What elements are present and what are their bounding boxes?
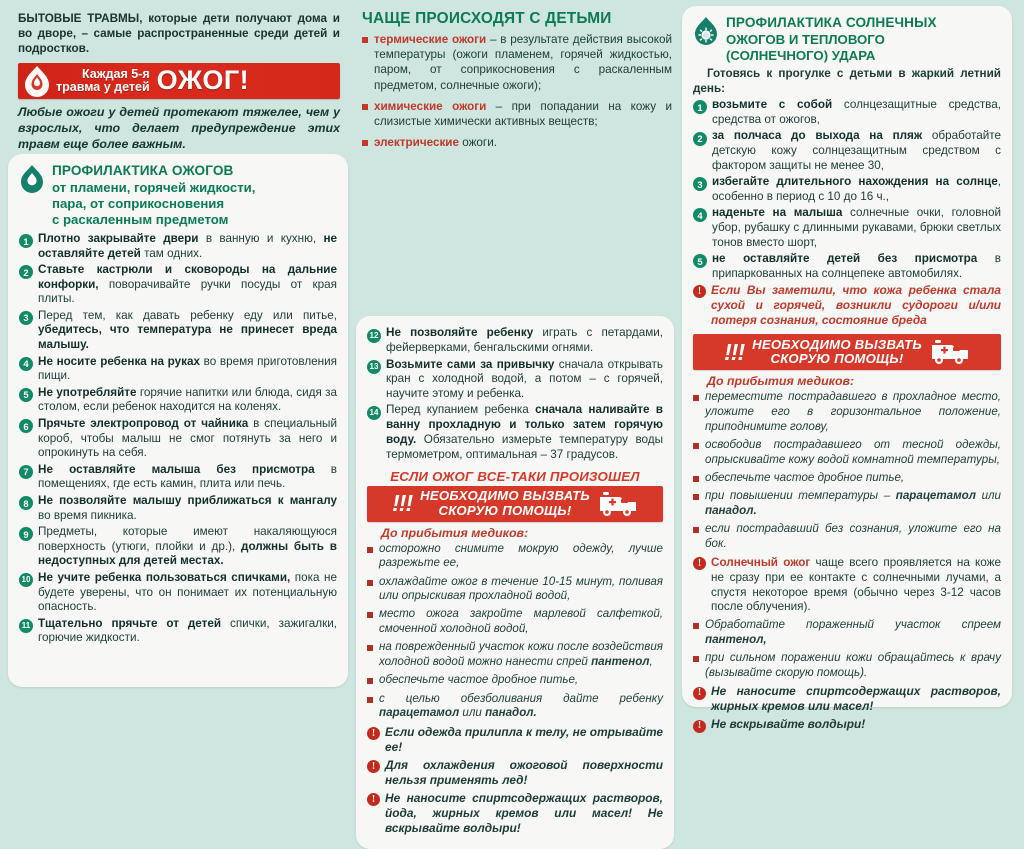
intro-block (8, 6, 348, 154)
banner-subtext: Каждая 5-я травма у детей (56, 67, 150, 94)
middle-column (356, 6, 674, 836)
emergency-alert-text: НЕОБХОДИМО ВЫЗВАТЬ СКОРУЮ ПОМОЩЬ! (420, 487, 590, 518)
item-text: Прячьте электропровод от чайника в специальный короб, чтобы малыш не смог потянуть за него и опрокинуть на себя. (38, 416, 337, 460)
item-text: Плотно закрывайте двери в ванную и кухню, не оставляйте детей там одних. (38, 231, 338, 260)
item-number: 3 (693, 177, 707, 191)
item-text: Возьмите сами за привычку сначала открывать кран с холодной водой, а потом – с горячей, научите этому и ребенка. (386, 357, 663, 401)
list-item (367, 358, 663, 402)
square-bullet-icon (693, 443, 699, 449)
item-number: 5 (693, 254, 707, 268)
exclamation-icon: ! (693, 285, 706, 298)
list-item (19, 386, 337, 416)
item-number: 2 (19, 265, 33, 279)
square-bullet-icon (367, 697, 373, 703)
item-text: Не носите ребенка на руках во время приготовления пищи. (38, 354, 337, 383)
list-item (693, 390, 1001, 434)
list-item (19, 525, 337, 569)
item-text: термические ожоги – в результате действия высокой температуры (ожоги пламенем, горячей жидкостью, паром, от соприкосновения с раскаленным предметом, солнечные ожоги); (374, 33, 673, 92)
list-item (19, 494, 337, 524)
square-bullet-icon (367, 645, 373, 651)
item-number: 3 (19, 311, 33, 325)
list-item (19, 417, 337, 461)
square-bullet-icon (693, 623, 699, 629)
item-text: не оставляйте детей без присмотра в припаркованных на солнцепеке автомобилях. (712, 251, 1001, 280)
item-number: 1 (19, 234, 33, 248)
item-text: избегайте длительного нахождения на солнце, особенно в период с 10 до 16 ч., (712, 174, 1001, 203)
item-text: Тщательно прячьте от детей спички, зажигалки, горючие жидкости. (38, 616, 337, 645)
sunburn-header (693, 15, 1001, 64)
list-item (367, 692, 663, 721)
sunburn-warnings-list (693, 684, 1001, 733)
burn-prevention-list (19, 232, 337, 647)
square-bullet-icon (693, 395, 699, 401)
exclamation-marks: !!! (392, 490, 413, 517)
exclamation-icon: ! (693, 557, 706, 570)
item-text: Для охлаждения ожоговой поверхности нельзя применять лед! (385, 757, 663, 787)
item-text: Не вскрывайте волдыри! (711, 717, 866, 732)
list-item (19, 571, 337, 615)
burn-firstaid-card (356, 316, 674, 849)
square-bullet-icon (362, 140, 368, 146)
item-number: 8 (19, 496, 33, 510)
emergency-alert-burn (367, 469, 663, 522)
item-number: 13 (367, 360, 381, 374)
square-bullet-icon (367, 580, 373, 586)
item-number: 1 (693, 100, 707, 114)
list-item (367, 542, 663, 571)
burn-prevention-list-cont (367, 326, 663, 462)
item-number: 10 (19, 573, 33, 587)
exclamation-icon: ! (693, 687, 706, 700)
before-medics-list-mid (367, 542, 663, 721)
list-item (367, 326, 663, 356)
square-bullet-icon (362, 37, 368, 43)
item-number: 2 (693, 132, 707, 146)
item-text: осторожно снимите мокрую одежду, лучше разрежьте ее, (379, 541, 663, 570)
list-item (19, 355, 337, 385)
sunburn-intro: Готовясь к прогулке с детьми в жаркий летний день: (693, 67, 1001, 96)
list-item (367, 640, 663, 669)
burn-stat-banner (18, 63, 340, 99)
ambulance-icon (598, 491, 638, 517)
list-item (19, 617, 337, 647)
square-bullet-icon (367, 612, 373, 618)
burn-warnings-list (367, 725, 663, 837)
warning-item (367, 758, 663, 788)
exclamation-icon: ! (367, 793, 380, 806)
square-bullet-icon (693, 656, 699, 662)
square-bullet-icon (367, 547, 373, 553)
exclamation-icon: ! (367, 760, 380, 773)
sunstroke-warning-text: Если Вы заметили, что кожа ребенка стала сухой и горячей, возникли судороги и/или потеря сознания, состояние бреда (711, 282, 1001, 328)
before-medics-title-right: До прибытия медиков: (707, 374, 855, 389)
item-text: при сильном поражении кожи обращайтесь к врачу (вызывайте скорую помощь). (705, 651, 1001, 679)
emergency-alert-text-sun: НЕОБХОДИМО ВЫЗВАТЬ СКОРУЮ ПОМОЩЬ! (752, 336, 922, 367)
burn-type-item (362, 99, 672, 129)
burn-type-item (362, 135, 672, 150)
item-text: обеспечьте частое дробное питье, (705, 470, 905, 484)
before-medics-list-right (693, 390, 1001, 551)
list-item (693, 522, 1001, 551)
item-text: место ожога закройте марлевой салфеткой, смоченной холодной водой, (379, 607, 663, 636)
right-column (682, 6, 1012, 732)
list-item (693, 206, 1001, 250)
list-item (367, 575, 663, 604)
emergency-alert-title: ЕСЛИ ОЖОГ ВСЕ-ТАКИ ПРОИЗОШЕЛ (390, 468, 640, 484)
item-number: 4 (693, 208, 707, 222)
sunstroke-warning (693, 283, 1001, 328)
flame-icon (22, 65, 52, 97)
item-text: если пострадавший без сознания, уложите его на бок. (705, 522, 1001, 550)
list-item (693, 489, 1001, 518)
item-text: наденьте на малыша солнечные очки, головной убор, рубашку с длинными рукавами, брюки светлых тонов вместо шорт, (712, 205, 1001, 249)
burn-types-list (356, 31, 674, 150)
item-text: обеспечьте частое дробное питье, (379, 673, 579, 687)
item-number: 9 (19, 527, 33, 541)
exclamation-icon: ! (693, 720, 706, 733)
left-column (8, 6, 348, 707)
list-item (19, 232, 337, 262)
burn-prevention-title: ПРОФИЛАКТИКА ОЖОГОВ от пламени, горячей жидкости, пара, от соприкосновения с раскаленным предметом (52, 163, 256, 228)
item-text: Не учите ребенка пользоваться спичками, пока не будете уверены, что он понимает их потенциальную опасность. (38, 570, 337, 614)
item-text: Не наносите спиртсодержащих растворов, жирных кремов или масел! (711, 684, 1001, 714)
item-number: 4 (19, 357, 33, 371)
item-text: Если одежда прилипла к телу, не отрывайте ее! (385, 724, 663, 754)
flame-drop-icon (19, 164, 45, 194)
item-number: 12 (367, 329, 381, 343)
exclamation-marks: !!! (724, 338, 745, 365)
sunburn-note (693, 555, 1001, 615)
sunburn-note-text: Солнечный ожог чаще всего проявляется на коже не сразу при ее контакте с солнечными лучами, а спустя некоторое время (обычно через 3-12 часов после облучения). (711, 555, 1001, 614)
item-text: Обработайте пораженный участок спреем пантенол, (705, 618, 1001, 646)
item-text: охлаждайте ожог в течение 10-15 минут, поливая или опрыскивая прохладной водой, (379, 574, 663, 603)
square-bullet-icon (367, 678, 373, 684)
sunburn-title: ПРОФИЛАКТИКА СОЛНЕЧНЫХ ОЖОГОВ И ТЕПЛОВОГО (СОЛНЕЧНОГО) УДАРА (726, 15, 937, 63)
list-item (693, 651, 1001, 680)
sunburn-treatment-list (693, 618, 1001, 680)
item-text: Предметы, которые имеют накаляющуюся поверхность (утюги, плойки и др.), должны быть в недоступных для детей местах. (38, 524, 337, 568)
item-text: Перед тем, как давать ребенку еду или питье, убедитесь, что температура не принесет вреда малышу. (38, 308, 337, 352)
item-text: Не позволяйте малышу приближаться к мангалу во время пикника. (38, 493, 337, 522)
before-medics-title-mid: До прибытия медиков: (381, 525, 529, 540)
banner-headline: ОЖОГ! (156, 65, 250, 96)
warning-item (693, 717, 1001, 733)
burn-prevention-header (19, 163, 337, 228)
burn-type-item (362, 32, 672, 93)
emergency-alert-bar-sun (693, 334, 1001, 370)
item-number: 14 (367, 406, 381, 420)
item-text: возьмите с собой солнцезащитные средства, средства от ожогов, (712, 97, 1001, 126)
item-number: 7 (19, 465, 33, 479)
item-text: с целью обезболивания дайте ребенку парацетамол или панадол. (379, 691, 663, 720)
list-item (693, 438, 1001, 467)
warning-item (367, 725, 663, 755)
list-item (693, 129, 1001, 173)
item-text: при повышении температуры – парацетамол или панадол. (705, 489, 1001, 517)
square-bullet-icon (362, 104, 368, 110)
list-item (693, 471, 1001, 486)
ambulance-icon (930, 339, 970, 365)
list-item (693, 618, 1001, 647)
list-item (367, 673, 663, 688)
intro-lead-text: БЫТОВЫЕ ТРАВМЫ, которые дети получают дома и во дворе, – самые распространенные среди детей и подростков. (18, 12, 340, 55)
item-text: переместите пострадавшего в прохладное место, уложите его в горизонтальное положение, приподнимите голову, (705, 390, 1001, 433)
emergency-alert-sun (693, 334, 1001, 370)
intro-italic-text: Любые ожоги у детей протекают тяжелее, чем у взрослых, что делает предупреждение этих травм еще более важным. (18, 104, 340, 152)
exclamation-icon: ! (367, 727, 380, 740)
item-text: Не употребляйте горячие напитки или блюда, сидя за столом, если ребенок находится на коленях. (38, 385, 337, 414)
list-item (19, 309, 337, 353)
list-item (367, 607, 663, 636)
middle-section-title: ЧАЩЕ ПРОИСХОДЯТ С ДЕТЬМИ (362, 10, 612, 27)
square-bullet-icon (693, 527, 699, 533)
sunburn-prevention-card (682, 6, 1012, 732)
list-item (19, 463, 337, 493)
item-text: химические ожоги – при попадании на кожу и слизистые химически активных веществ; (374, 99, 672, 129)
item-text: Не наносите спиртсодержащих растворов, йода, жирных кремов или масел! Не вскрывайте волдыри! (385, 790, 663, 836)
item-number: 5 (19, 388, 33, 402)
item-text: Ставьте кастрюли и сковороды на дальние конфорки, поворачивайте ручки посуды от края плиты. (38, 262, 337, 306)
item-text: Перед купанием ребенка сначала наливайте в ванну прохладную и только затем горячую воду. Обязательно измерьте температуру воды термометром, оптимальная – 37 градусов. (386, 403, 663, 461)
item-text: Не оставляйте малыша без присмотра в помещениях, где есть камин, плита или печь. (38, 462, 337, 491)
item-text: Не позволяйте ребенку играть с петардами, фейерверками, бенгальскими огнями. (386, 326, 664, 355)
list-item (19, 263, 337, 307)
warning-item (367, 791, 663, 836)
item-text: на поврежденный участок кожи после воздействия холодной водой можно нанести спрей пантенол, (379, 640, 663, 669)
sun-flame-icon (693, 16, 719, 46)
item-number: 11 (19, 619, 33, 633)
square-bullet-icon (693, 476, 699, 482)
item-number: 6 (19, 419, 33, 433)
list-item (693, 252, 1001, 282)
item-text: электрические ожоги. (374, 136, 497, 150)
sunburn-prevention-list (693, 98, 1001, 282)
item-text: за полчаса до выхода на пляж обработайте детскую кожу солнцезащитным средством с фактором защиты не менее 30, (712, 129, 1001, 172)
emergency-alert-bar (367, 486, 663, 522)
warning-item (693, 684, 1001, 714)
list-item (693, 98, 1001, 128)
list-item (367, 403, 663, 462)
square-bullet-icon (693, 494, 699, 500)
burn-prevention-card (8, 154, 348, 687)
item-text: освободив пострадавшего от тесной одежды, опрыскивайте кожу водой комнатной температуры, (705, 437, 1001, 466)
list-item (693, 175, 1001, 205)
